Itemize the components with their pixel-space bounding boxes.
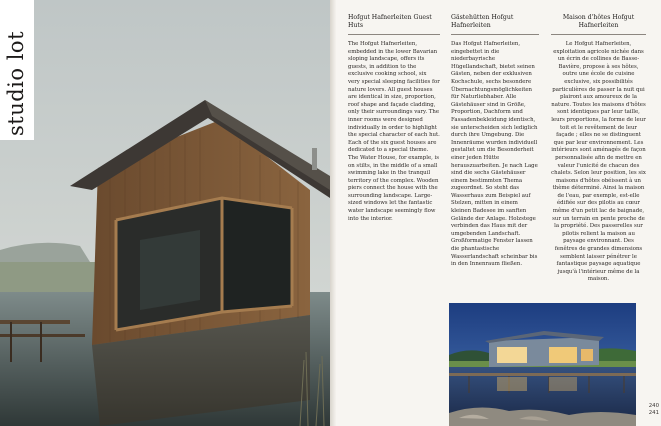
page-numbers [643,403,659,417]
page-number-left: 240 [648,403,659,409]
section-label-box [0,0,34,140]
section-title: studio lot [4,30,28,136]
column-body: The Hofgut Hafnerleiten, embedded in the lower Bavarian sloping landscape, offers its guests, in addition to the exclusive cooking school, six very special sleeping facilities for nature lovers. All guest houses are identical in size, proportion, roof shape and façade cladding, only their surroundings vary. The inner rooms were designed individually in order to highlight the special character of each hut. Each of the six guest houses are dedicated to a special theme. The Water House, for example, is on stilts, in the middle of a small swimming lake in the tranquil territory of the complex. Wooden piers connect the house with the surrounding landscape. Large-sized windows let the fantastic water landscape seemingly flow into the interior. [348,41,440,222]
column-body: Das Hofgut Hafnerleiten, eingebettet in die niederbayrische Hügellandschaft, bietet seinen Gästen, neben der exklusiven Kochschule, sechs besondere Übernachtungsmöglichkeiten für Naturliebhaber. Alle Gästehäuser sind in Größe, Proportion, Dachform und Fassadenbekleidung identisch, sie unterscheiden sich lediglich durch ihre Umgebung. Die Innenräume wurden individuell gestaltet um die Besonderheit einer jeden Hütte herauszuarbeiten. Je nach Lage sind die sechs Gästehäuser einem bestimmten Thema zugeordnet. So steht das Wasserhaus zum Beispiel auf Stelzen, mitten in einem kleinen Badesee im sanften Gelände der Anlage. Holzstege verbinden das Haus mit der umgebenden Landschaft. Großformatige Fenster lassen die phantastische Wasserlandschaft scheinbar bis in den Innenraum fließen. [451,41,538,268]
column-body: Le Hofgut Hafnerleiten, exploitation agricole nichée dans un écrin de collines de Basse-Bavière, propose à ses hôtes, outre une école de cuisine exclusive, six possibilités particulières de passer la nuit qui plairont aux amoureux de la nature. Toutes les maisons d'hôtes sont identiques par leur taille, leurs proportions, la forme de leur toit et le revêtement de leur façade ; elles ne se distinguent que par leur environnement. Les intérieurs sont aménagés de façon personnalisée afin de mettre en valeur l'unicité de chacun des chalets. Selon leur position, les six maisons d'hôtes obéissent à un thème déterminé. Ainsi la maison de l'eau, par exemple, est-elle édifiée sur des pilotis au cœur même d'un petit lac de baignade, sur un terrain en pente proche de la propriété. Des passerelles sur pilotis relient la maison au paysage environnant. Des fenêtres de grandes dimensions semblent laisser pénétrer le fantastique paysage aquatique jusqu'à l'intérieur même de la maison. [551,41,646,283]
page-number-right: 241 [648,410,659,416]
column-english [348,14,440,223]
column-heading: Hofgut Hafnerleiten Guest Huts [348,14,440,35]
column-german [451,14,539,269]
water-house-photo [0,0,330,426]
column-french [551,14,646,284]
column-heading: Gästehütten Hofgut Hafnerleiten [451,14,539,35]
water-house-exterior-photo [449,303,636,426]
column-heading: Maison d'hôtes Hofgut Hafnerleiten [551,14,646,35]
